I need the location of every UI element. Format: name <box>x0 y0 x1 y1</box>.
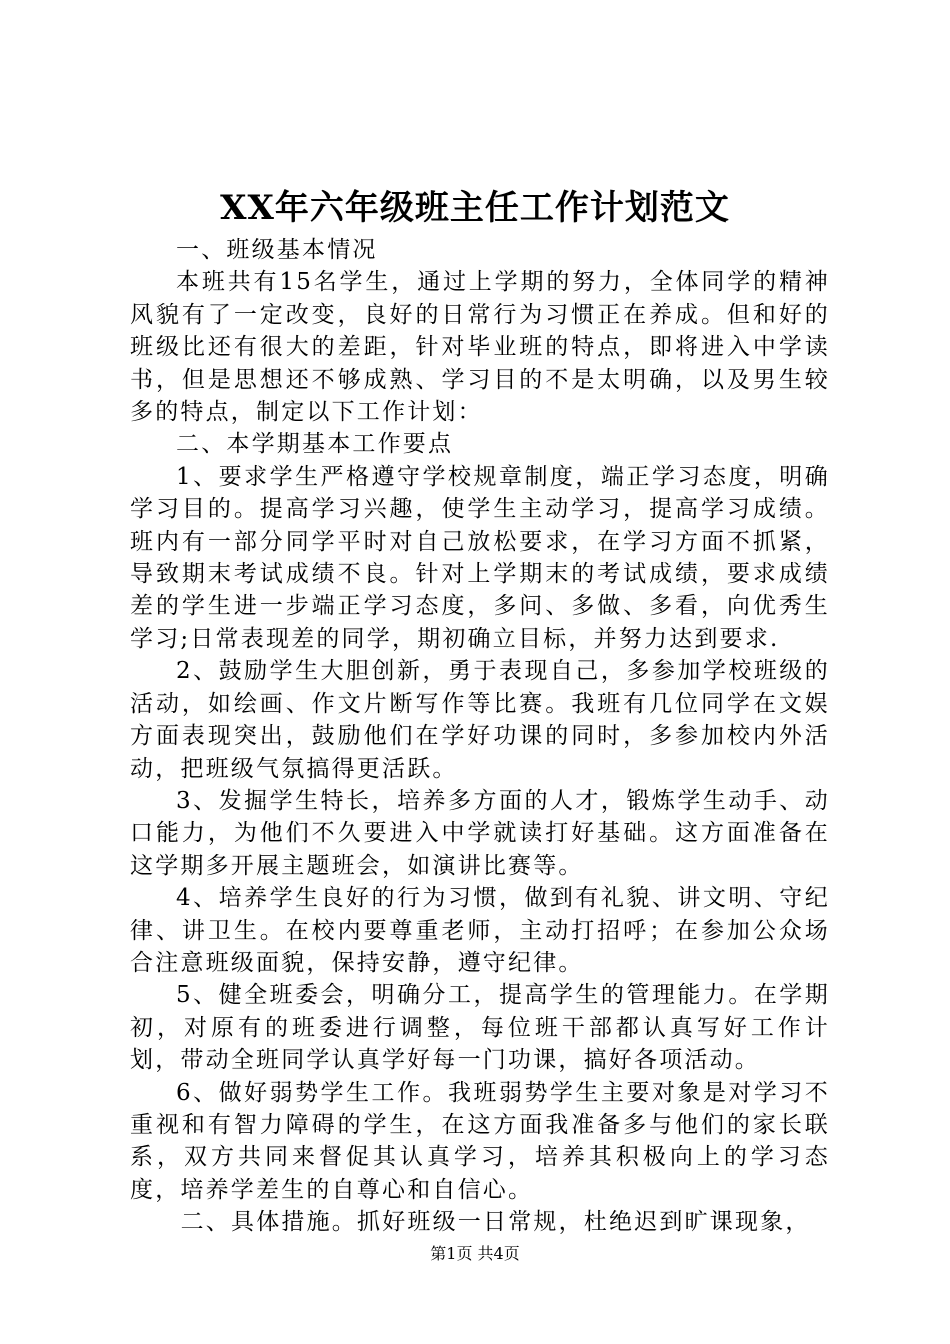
paragraph: 3、发掘学生特长，培养多方面的人才，锻炼学生动手、动口能力，为他们不久要进入中学就读打好基础。这方面准备在这学期多开展主题班会，如演讲比赛等。 <box>130 787 830 879</box>
document-title: XX年六年级班主任工作计划范文 <box>220 188 730 228</box>
paragraph: 6、做好弱势学生工作。我班弱势学生主要对象是对学习不重视和有智力障碍的学生，在这方面我准备多与他们的家长联系，双方共同来督促其认真学习，培养其积极向上的学习态度，培养学差生的自尊心和自信心。 <box>130 1079 830 1203</box>
paragraph: 2、鼓励学生大胆创新，勇于表现自己，多参加学校班级的活动，如绘画、作文片断写作等比赛。我班有几位同学在文娱方面表现突出，鼓励他们在学好功课的同时，多参加校内外活动，把班级气氛搞得更活跃。 <box>130 658 830 782</box>
paragraph: 4、培养学生良好的行为习惯，做到有礼貌、讲文明、守纪律、讲卫生。在校内要尊重老师，主动打招呼；在参加公众场合注意班级面貌，保持安静，遵守纪律。 <box>130 885 830 976</box>
paragraph: 二、具体措施。抓好班级一日常规，杜绝迟到旷课现象， <box>180 1209 811 1236</box>
section-heading: 二、本学期基本工作要点 <box>176 431 454 458</box>
section-heading: 一、班级基本情况 <box>176 237 378 263</box>
paragraph: 1、要求学生严格遵守学校规章制度，端正学习态度，明确学习目的。提高学习兴趣，使学生主动学习，提高学习成绩。班内有一部分同学平时对自己放松要求，在学习方面不抓紧，导致期末考试成绩不良。针对上学期末的考试成绩，要求成绩差的学生进一步端正学习态度，多问、多做、多看，向优秀生学习;日常表现差的同学，期初确立目标，并努力达到要求. <box>130 463 830 652</box>
paragraph: 本班共有15名学生，通过上学期的努力，全体同学的精神风貌有了一定改变，良好的日常行为习惯正在养成。但和好的班级比还有很大的差距，针对毕业班的特点，即将进入中学读书，但是思想还不够成熟、学习目的不是太明确，以及男生较多的特点，制定以下工作计划： <box>130 269 830 426</box>
document-body <box>130 234 830 1239</box>
paragraph: 5、健全班委会，明确分工，提高学生的管理能力。在学期初，对原有的班委进行调整，每位班干部都认真写好工作计划，带动全班同学认真学好每一门功课，搞好各项活动。 <box>130 982 830 1074</box>
page-footer: 第1页 共4页 <box>430 1244 520 1263</box>
